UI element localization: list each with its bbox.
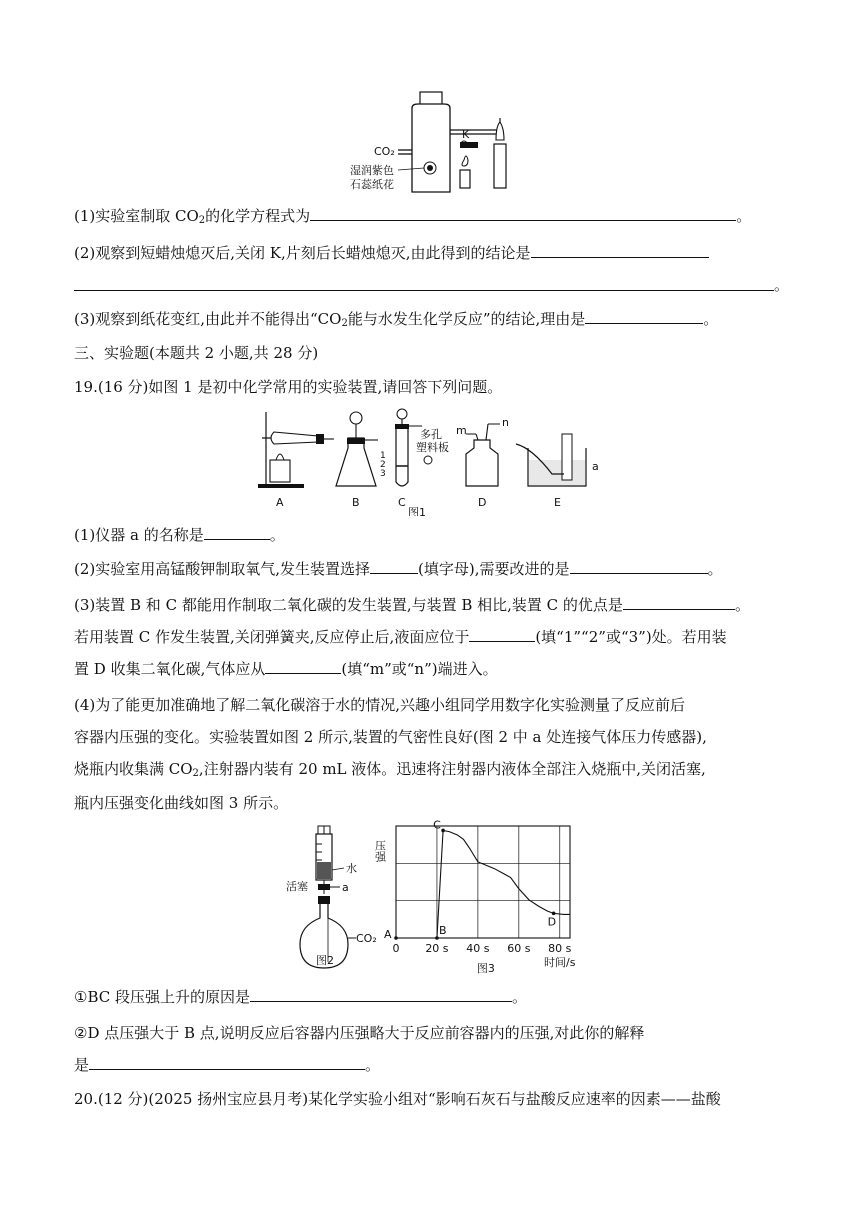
answer-blank[interactable] <box>89 1055 365 1070</box>
answer-blank[interactable] <box>585 309 703 324</box>
point-c-label: C <box>433 820 441 832</box>
q20-intro: 20.(12 分)(2025 扬州宝应县月考)某化学实验小组对“影响石灰石与盐酸反应速率的因素——盐酸 <box>74 1090 721 1108</box>
label-e: E <box>554 496 561 509</box>
q19-sub2-line1: ②D 点压强大于 B 点,说明反应后容器内压强略大于反应前容器内的压强,对此你的解释 <box>74 1024 645 1042</box>
answer-blank[interactable] <box>74 290 774 291</box>
q18-part2-end: 。 <box>774 276 790 294</box>
q19-part3-line2: 若用装置 C 作发生装置,关闭弹簧夹,反应停止后,液面应位于 (填“1”“2”或“3”)处。若用装 <box>74 628 727 646</box>
board-label-1: 多孔 <box>420 428 442 441</box>
answer-blank[interactable] <box>204 525 270 540</box>
q19-part4-line3: 烧瓶内收集满 $CO_2$,注射器内装有 20 mL 液体。迅速将注射器内液体全部注入烧瓶中,关闭活塞, <box>74 760 706 779</box>
port-n-label: n <box>502 416 509 429</box>
point-d-label: D <box>547 915 557 929</box>
q19-part4-line2: 容器内压强的变化。实验装置如图 2 所示,装置的气密性良好(图 2 中 a 处连接气体压力传感器), <box>74 728 707 746</box>
flower-label-1: 湿润紫色 <box>350 164 394 177</box>
q19-sub1: ①BC 段压强上升的原因是 。 <box>74 988 528 1006</box>
q19-part3-line1: (3)装置 B 和 C 都能用作制取二氧化碳的发生装置,与装置 B 相比,装置 C 的优点是 。 <box>74 596 750 614</box>
y-axis-label: 压强 <box>373 840 387 862</box>
level-1-label: 1 <box>380 451 386 461</box>
x-tick-label: 40 s <box>466 942 490 955</box>
q19-part1: (1)仪器 a 的名称是 。 <box>74 526 285 544</box>
label-c: C <box>398 496 406 509</box>
q19-part4-line4: 瓶内压强变化曲线如图 3 所示。 <box>74 794 289 812</box>
co2-label: CO₂ <box>374 145 395 158</box>
water-label: 水 <box>346 862 357 875</box>
q19-intro: 19.(16 分)如图 1 是初中化学常用的实验装置,请回答下列问题。 <box>74 378 503 396</box>
answer-blank[interactable] <box>531 243 709 258</box>
answer-blank[interactable] <box>623 595 735 610</box>
answer-blank[interactable] <box>250 987 512 1002</box>
q19-part4-line1: (4)为了能更加准确地了解二氧化碳溶于水的情况,兴趣小组同学用数字化实验测量了反应前后 <box>74 696 686 714</box>
answer-blank[interactable] <box>469 627 535 642</box>
co2-inlet-label: CO₂ <box>356 932 377 945</box>
x-tick-label: 60 s <box>507 942 531 955</box>
point-b-label: B <box>438 924 447 937</box>
figure-1-caption: 图1 <box>408 506 426 516</box>
q19-sub2-line2: 是 。 <box>74 1056 381 1074</box>
co2-candle-figure <box>340 88 530 200</box>
sensor-a-label: a <box>342 881 349 894</box>
figure-1-apparatus <box>252 404 612 516</box>
answer-blank[interactable] <box>570 559 708 574</box>
q19-part2: (2)实验室用高锰酸钾制取氧气,发生装置选择 (填字母),需要改进的是 。 <box>74 560 723 578</box>
valve-k-label: K <box>462 128 470 141</box>
q19-part3-line3: 置 D 收集二氧化碳,气体应从 (填“m”或“n”)端进入。 <box>74 660 498 678</box>
figure-2-caption: 图2 <box>316 954 334 967</box>
q18-part2: (2)观察到短蜡烛熄灭后,关闭 K,片刻后长蜡烛熄灭,由此得到的结论是 <box>74 242 794 264</box>
level-2-label: 2 <box>380 460 386 470</box>
answer-blank[interactable] <box>310 206 736 221</box>
section-3-heading: 三、实验题(本题共 2 小题,共 28 分) <box>74 344 319 362</box>
label-b: B <box>352 496 360 509</box>
x-tick-label: 0 <box>392 942 400 955</box>
figure-3-caption: 图3 <box>476 962 495 975</box>
figure-3-pressure-chart <box>372 820 582 976</box>
q18-part1: (1)实验室制取 $CO_2$的化学方程式为 。 <box>74 207 752 226</box>
point-a-marker <box>394 936 398 940</box>
label-a: A <box>276 496 284 509</box>
chart-frame <box>396 826 570 938</box>
level-3-label: 3 <box>380 469 386 479</box>
x-axis-label: 时间/s <box>544 956 576 969</box>
flower-label-2: 石蕊纸花 <box>350 178 394 191</box>
board-label-2: 塑料板 <box>416 441 449 454</box>
point-c-marker <box>441 829 445 833</box>
answer-blank[interactable] <box>370 559 418 574</box>
label-a-trough: a <box>592 460 599 473</box>
pressure-curve <box>396 830 570 938</box>
valve-label: 活塞 <box>286 880 308 893</box>
q18-part3: (3)观察到纸花变红,由此并不能得出“$CO_2$能与水发生化学反应”的结论,理由是 。 <box>74 310 719 329</box>
x-tick-label: 80 s <box>548 942 572 955</box>
x-tick-label: 20 s <box>425 942 449 955</box>
answer-blank[interactable] <box>265 659 341 674</box>
label-d: D <box>478 496 487 509</box>
port-m-label: m <box>456 424 467 437</box>
point-a-label: A <box>384 928 392 941</box>
